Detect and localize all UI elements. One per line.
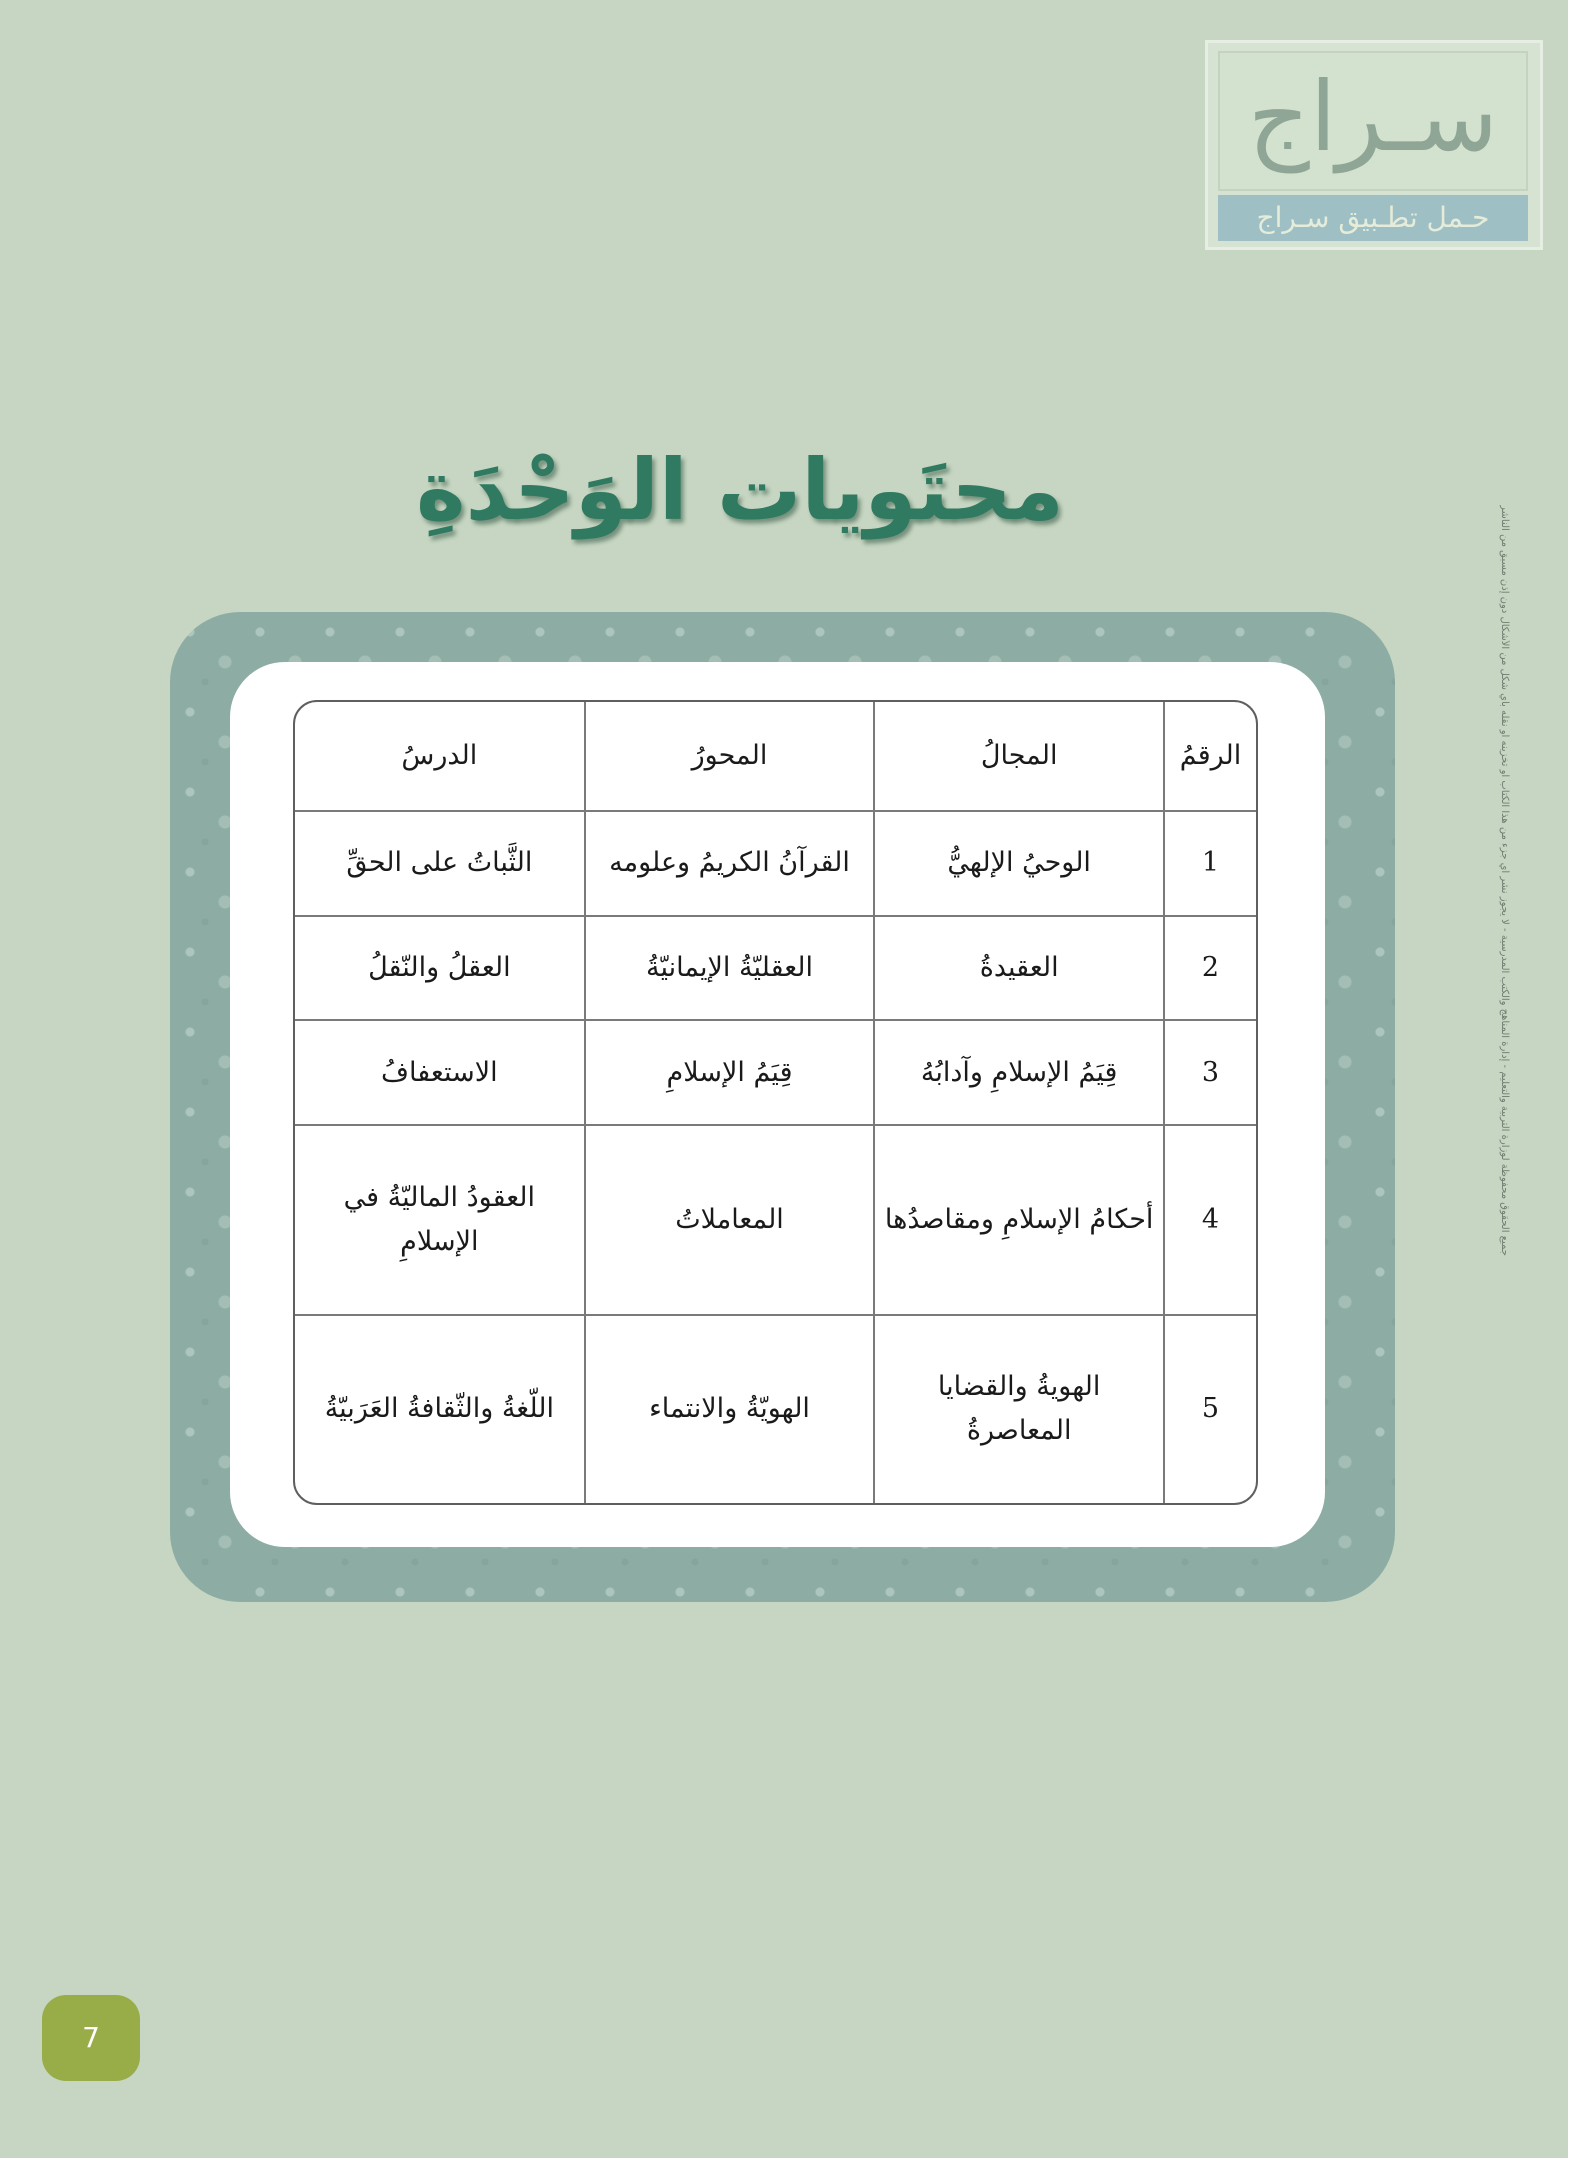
row-num: 4 (1164, 1125, 1256, 1315)
header-domain: المجالُ (874, 702, 1164, 811)
row-axis: الهويّةُ والانتماء (585, 1315, 875, 1503)
table-row (295, 916, 1256, 1021)
logo-wordmark: سـراج (1247, 61, 1499, 173)
row-lesson: اللّغةُ والثّقافةُ العَرَبيّةُ (295, 1315, 585, 1503)
row-lesson: الاستعفافُ (295, 1020, 585, 1125)
table-row (295, 1020, 1256, 1125)
row-num: 1 (1164, 811, 1256, 916)
row-num: 2 (1164, 916, 1256, 1021)
row-domain: قِيَمُ الإسلامِ وآدابُهُ (874, 1020, 1164, 1125)
table-header-row (295, 702, 1256, 811)
table-row (295, 811, 1256, 916)
row-domain: أحكامُ الإسلامِ ومقاصدُها (874, 1125, 1164, 1315)
page-number-badge: 7 (42, 1995, 140, 2081)
page-title: محتَويات الوَحْدَةِ (416, 441, 1064, 539)
table-row (295, 1125, 1256, 1315)
contents-table (293, 700, 1258, 1505)
decorative-frame (170, 612, 1395, 1602)
header-num: الرقمُ (1164, 702, 1256, 811)
row-domain: العقيدةُ (874, 916, 1164, 1021)
table-row (295, 1315, 1256, 1503)
row-lesson: العقودُ الماليّةُ في الإسلامِ (295, 1125, 585, 1315)
logo-tagline: حـمل تطـبيق سـراج (1218, 195, 1528, 241)
row-axis: المعاملاتُ (585, 1125, 875, 1315)
siraj-logo[interactable] (1205, 40, 1543, 250)
contents-card (230, 662, 1325, 1547)
row-lesson: الثَّباتُ على الحقِّ (295, 811, 585, 916)
row-axis: العقليّةُ الإيمانيّةُ (585, 916, 875, 1021)
row-num: 5 (1164, 1315, 1256, 1503)
row-domain: الهويةُ والقضايا المعاصرةُ (874, 1315, 1164, 1503)
row-axis: قِيَمُ الإسلامِ (585, 1020, 875, 1125)
copyright-side-text: جميع الحقوق محفوظة لوزارة التربية والتعليم - إدارة المناهج والكتب المدرسية - لا يجوز نشر أي جزء من هذا الكتاب أو تخزينه أو نقله بأي شكل من الأشكال دون إذن مسبق من الناشر (1499, 505, 1510, 1256)
row-domain: الوحيُ الإلهيُّ (874, 811, 1164, 916)
logo-wordmark-box (1218, 51, 1528, 191)
header-lesson: الدرسُ (295, 702, 585, 811)
row-lesson: العقلُ والنّقلُ (295, 916, 585, 1021)
page-edge (1568, 0, 1583, 2158)
row-num: 3 (1164, 1020, 1256, 1125)
row-axis: القرآنُ الكريمُ وعلومه (585, 811, 875, 916)
header-axis: المحورُ (585, 702, 875, 811)
